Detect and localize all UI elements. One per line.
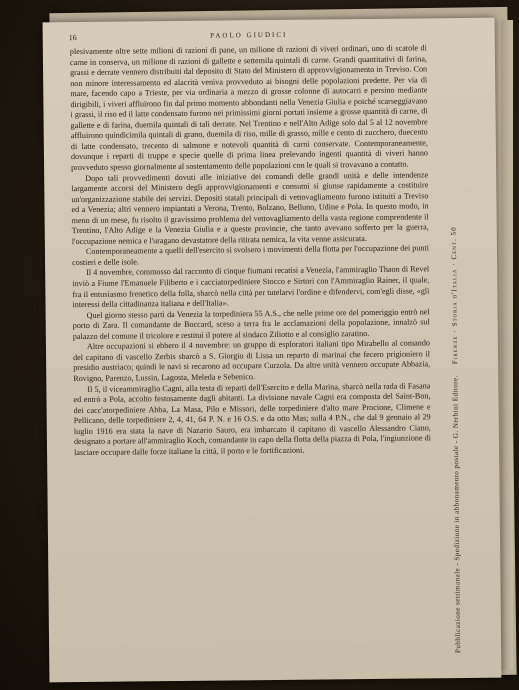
paragraph: plesivamente oltre sette milioni di razioni di pane, un milione di razioni di viveri ordinari, uno di scatole di carne in conserva, un milione di razioni di gallette e settemila quintali di carne. Grandi quantitativi di farina, grassi e derrate vennero distribuiti dal deposito di Stato del Ministero di approvvigionamento in Treviso. Con non minore interessamento ed alacrità veniva provveduto ai bisogni delle popolazioni predette. Per via di mare, facendo capo a Trieste, per via ordinaria a mezzo di grosse colonne di autocarri e persino mediante dirigibili, i viveri affluirono fin dal primo momento abbondanti nella Venezia Giulia e poiché scarseggiavano i grassi, il riso ed il latte condensato furono nei primissimi giorni portati insieme a grosse quantità di carne, di gallette e di farina, duemila quintali di tali derrate. Nel Trentino e nell'Alto Adige solo dal 5 al 12 novembre affluirono quindicimila quintali di grano, duemila di riso, mille di grasso, mille e cento di zucchero, duecento di latte condensato, trecento di salmone e notevoli quantità di carni conservate. Contemporaneamente, dovunque i reparti di truppe e specie quelle di prima linea prelevando ingenti quantità di viveri hanno provveduto spesso giornalmente al sostentamento delle popolazioni con le quali si trovavano a contatto. <box>69 43 428 173</box>
page-number: 16 <box>68 33 77 43</box>
paragraph: Contemporaneamente a quelli dell'esercito si svolsero i movimenti della flotta per l'occupazione dei punti costieri e delle isole. <box>72 243 429 268</box>
paragraph: Altre occupazioni si ebbero il 4 novembre: un gruppo di esploratori italiani tipo Mirabello al comando del capitano di vascello Zerbis sbarcò a S. Giorgio di Lissa un reparto di marinai che fecero prigioniero il presidio austriaco; quindi le navi si recarono ad occupare Curzola. Da altre unità vennero occupate Abbazia, Rovigno, Parenzo, Lussin, Lagosta, Meleda e Sebenico. <box>73 338 431 384</box>
page-header <box>69 29 429 45</box>
paragraph: Il 5, il viceammiraglio Cagni, alla testa di reparti dell'Esercito e della Marina, sbarcò nella rada di Fasana ed entrò a Pola, accolto festosamente dagli abitanti. La divisione navale Cagni era composta del Saint-Bon, dei cacc'atorpediniere Abba, La Masa, Pilo e Missori, delle torpediniere d'alto mare Procione, Climene e Pellicano, delle torpediniere 2, 4, 41, 64 P. N. e 16 O.S. e da otto Mas; sulla 4 P.N., che dal 9 gennaio al 29 luglio 1916 era stata la nave di Nazario Sauro, era imbarcato il capitano di vascello Alessandro Ciano, designato a portare all'ammiraglio Koch, comandante in capo della flotta della piazza di Pola, l'ingiunzione di lasciare occupare dalle forze italiane la città, il porto e le fortificazioni. <box>73 380 431 457</box>
paragraph: Quel giorno stesso partì da Venezia la torpediniera 55 A.S., che nelle prime ore del pomeriggio entrò nel porto di Zara. Il comandante de Boccard, sceso a terra fra le acclamazioni della popolazione, innalzò sul palazzo del comune il tricolore e restituì il potere al sindaco Ziliotto e al consiglio zaratino. <box>72 307 430 341</box>
side-imprint <box>448 73 466 653</box>
printed-page <box>43 18 502 683</box>
page-edge <box>501 20 513 670</box>
body-text <box>70 43 431 458</box>
imprint-publication: Pubblicazione settimanale - Spedizione in abbonamento postale - G. Nerbini Editore. <box>451 375 463 654</box>
paragraph: Dopo tali provvedimenti dovuti alle iniziative dei comandi delle grandi unità e delle intendenze largamente accorsi del Ministero degli approvvigionamenti e consumi si giunse rapidamente a costituire un'organizzazione stabile dei servizi. Depositi statali principali di vettovagliamento furono istituiti a Treviso ed a Venezia; altri vennero impiantati a Verona, Trento, Bolzano, Belluno, Udine e Pola. In questo modo, in meno di un mese, fu risolto il gravissimo problema del vettovagliamento della vasta regione comprendente il Trentino, l'Alto Adige e la Venezia Giulia e a queste provincie, che tanto avevano sofferto per la guerra, l'occupazione nemica e l'uragano devastatore della ritirata nemica, la vita venne assicurata. <box>71 169 429 246</box>
paragraph: Il 4 novembre, commosso dal racconto di cinque fiumani recatisi a Venezia, l'ammiraglio Thaon di Revel inviò a Fiume l'Emanuele Filiberto e i cacciatorpediniere Stocco e Sirtori con l'Ammiraglio Rainer, il quale, fra il entusiasmo frenetico della folla, sbarcò nella città per tutelarvi l'ordine e difendervi, com'egli disse, «gli interessi della cittadinanza italiana e dell'Italia». <box>72 264 430 310</box>
running-head: PAOLO GIUDICI <box>210 30 288 40</box>
imprint-series: Firenze · Storia d'Italia · Cent. 50 <box>449 226 460 365</box>
